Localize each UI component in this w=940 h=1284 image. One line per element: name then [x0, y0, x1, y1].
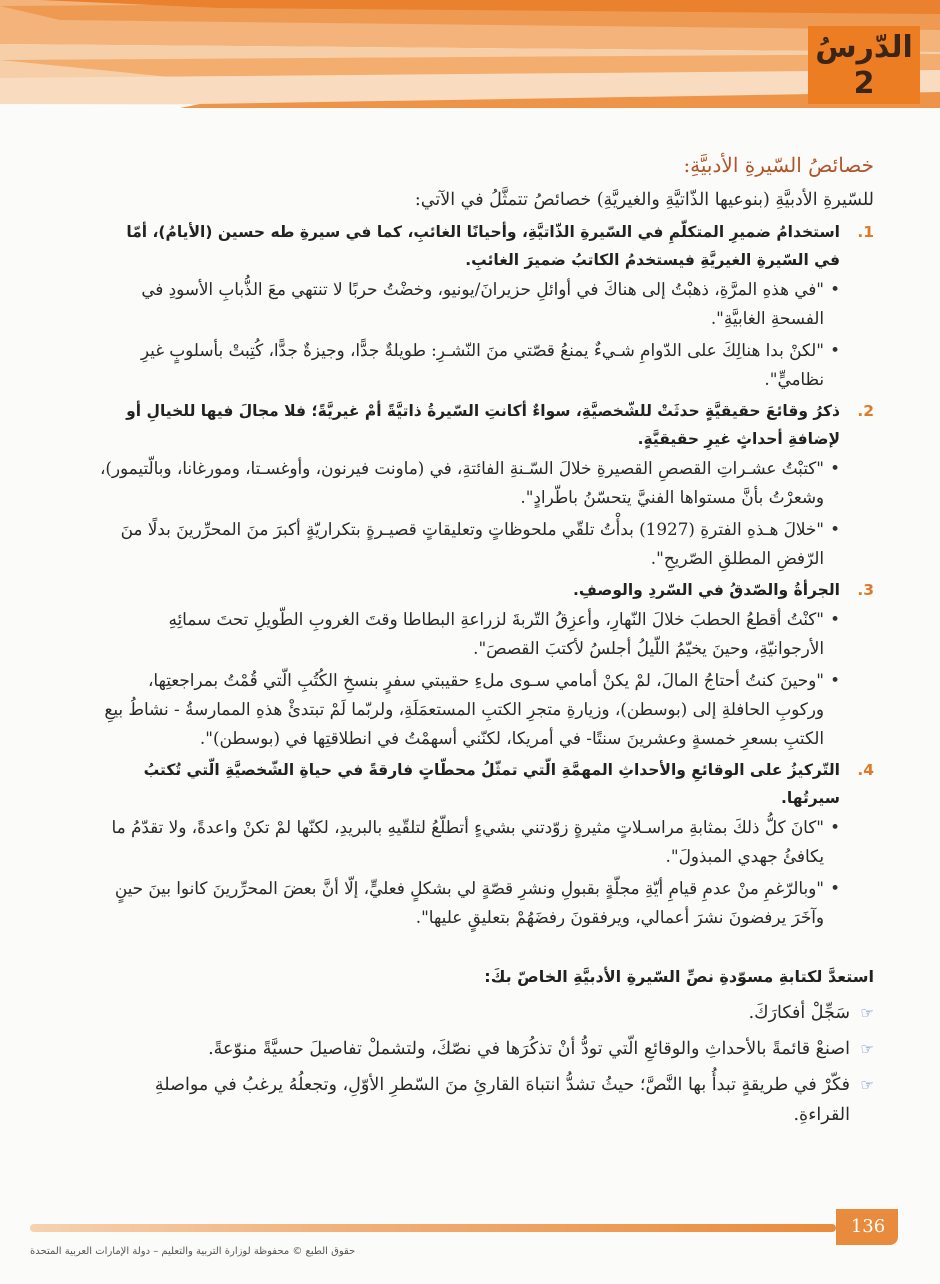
item-number: 4.	[857, 761, 874, 779]
item-heading: ذكرُ وقائعَ حقيقيَّةٍ حدثَتْ للشّخصيَّةِ، سواءٌ أكانتِ السّيرةُ ذاتيَّةً أمْ غيريَّةً؛ فلا مجالَ فيها للخيالِ أو لإضافةِ أحداثٍ غيرِ حقيقيَّةٍ.	[126, 402, 840, 448]
section-title: خصائصُ السّيرةِ الأدبيَّةِ:	[683, 153, 874, 177]
lesson-content	[96, 150, 874, 1136]
characteristic-item	[96, 397, 874, 573]
quote-list	[96, 454, 874, 573]
item-heading: استخدامُ ضميرِ المتكلّمِ في السّيرةِ الذّاتيَّةِ، وأحيانًا الغائبِ، كما في سيرةِ طه حسين (الأيامُ)، أمّا في السّيرةِ الغيريَّةِ فيستخدمُ الكاتبُ ضميرَ الغائبِ.	[126, 223, 840, 269]
step-item	[96, 1034, 874, 1064]
intro-text: للسّيرةِ الأدبيَّةِ (بنوعيها الذّاتيَّةِ والغيريَّةِ) خصائصُ تتمثَّلُ في الآتي:	[414, 190, 874, 210]
step-text: فكّرْ في طريقةٍ تبدأُ بها النَّصَّ؛ حيثُ تشدُّ انتباهَ القارئِ منَ السّطرِ الأوّلِ، وتجعلُهُ يرغبُ في مواصلةِ القراءةِ.	[154, 1075, 850, 1125]
quote-list	[96, 605, 874, 753]
quote-list	[96, 275, 874, 394]
page-number: 136	[850, 1216, 886, 1237]
step-item	[96, 1070, 874, 1130]
lesson-number: 2	[853, 66, 875, 101]
quote: • "وحينَ كنتُ أحتاجُ المالَ، لمْ يكنْ أمامي سـوى ملءِ حقيبتي سفرٍ بنسخِ الكُتُبِ الّتي قُمْتُ بمراجعتِها، وركوبِ الحافلةِ إلى (بوسطن)، وزيارةِ متجرِ الكتبِ المستعمَلَةِ، ولربّما لَمْ تبتدئْ هذهِ الممارسةُ - نشاطُ بيعِ الكتبِ بسعرِ خمسةٍ وعشرينَ سنتًا- في أمريكا، لكنّني أسهمْتُ في انطلاقتِها في (بوسطن)".	[96, 666, 840, 753]
item-heading: التّركيزُ على الوقائعِ والأحداثِ المهمَّةِ الّتي تمثّلُ محطّاتٍ فارقةً في حياةِ الشّخصيَّةِ الّتي تُكتبُ سيرتُها.	[143, 761, 840, 807]
quote: • "كتبْتُ عشـراتِ القصصِ القصيرةِ خلالَ السّـنةِ الفائتةِ، في (ماونت فيرنون، وأوغسـتا، ومورغانا، وبالّتيمور)، وشعرْتُ بأنَّ مستواها الفنيَّ يتحسّنُ باطّرادٍ".	[96, 454, 840, 512]
step-text: سَجِّلْ أفكارَكَ.	[748, 1003, 850, 1023]
copyright-footer: حقوق الطبع © محفوظة لوزارة التربية والتعليم – دولة الإمارات العربية المتحدة	[30, 1246, 356, 1257]
quote: • "لكنْ بدا هنالِكَ على الدّوامِ شـيءٌ يمنعُ قصّتي منَ النّشـرِ: طويلةٌ جدًّا، وجيزةٌ جدًّا، كُتِبتْ بأسلوبٍ غيرِ نظاميٍّ".	[96, 336, 840, 394]
item-number: 2.	[857, 402, 874, 420]
item-number: 3.	[857, 581, 874, 599]
lesson-title: الدّرسُ	[815, 30, 913, 65]
header-banner	[0, 0, 940, 110]
item-heading: الجرأةُ والصّدقُ في السّردِ والوصفِ.	[573, 581, 840, 599]
prepare-heading: استعدَّ لكتابةِ مسوّدةِ نصِّ السّيرةِ الأدبيَّةِ الخاصّ بكَ:	[484, 967, 874, 986]
characteristic-item	[96, 218, 874, 394]
quote: • "وبالرّغمِ منْ عدمِ قيامِ أيّةِ مجلّةٍ بقبولِ ونشرِ قصّةٍ لي بشكلٍ فعليٍّ، إلّا أنَّ بعضَ المحرِّرينَ كانوا بينَ حينٍ وآخَرَ يرفضونَ نشرَ أعمالي، ويرفقونَ رفضَهُمْ بتعليقٍ عليها".	[96, 874, 840, 932]
bottom-bar	[30, 1224, 836, 1232]
quote: • "في هذهِ المرَّةِ، ذهبْتُ إلى هناكَ في أوائلِ حزيرانَ/يونيو، وخضْتُ حربًا لا تنتهي معَ الذُّبابِ الأسودِ في الفسحةِ الغابيَّةِ".	[96, 275, 840, 333]
step-text: اصنعْ قائمةً بالأحداثِ والوقائعِ الّتي تودُّ أنْ تذكُرَها في نصّكَ، ولتشملْ تفاصيلَ حسيَّةً منوّعةً.	[208, 1039, 850, 1059]
writing-steps	[96, 998, 874, 1130]
step-item	[96, 998, 874, 1028]
lesson-badge	[808, 26, 920, 104]
characteristic-item	[96, 576, 874, 753]
characteristic-item	[96, 756, 874, 932]
hand-pointer-icon: ☞	[860, 1004, 874, 1022]
hand-pointer-icon: ☞	[860, 1076, 874, 1094]
item-number: 1.	[857, 223, 874, 241]
quote: • "خلالَ هـذهِ الفترةِ (1927) بدأْتُ تلقّي ملحوظاتٍ وتعليقاتٍ قصيـرةٍ بتكراريّةٍ أكبرَ منَ المحرِّرينَ بدلًا منَ الرّفضِ المطلقِ الصّريحِ".	[96, 515, 840, 573]
quote: • "كنْتُ أقطعُ الحطبَ خلالَ النّهارِ، وأعزِقُ التّربةَ لزراعةِ البطاطا وقتَ الغروبِ الطّويلِ تحتَ سمائِهِ الأرجوانيّةِ، وحينَ يخيّمُ اللّيلُ أجلسُ لأكتبَ القصصَ".	[96, 605, 840, 663]
quote-list	[96, 813, 874, 932]
hand-pointer-icon: ☞	[860, 1040, 874, 1058]
quote: • "كانَ كلُّ ذلكَ بمثابةِ مراسـلاتٍ مثيرةٍ زوّدتني بشيءٍ أتطلّعُ لتلقّيهِ بالبريدِ، لكنّها لمْ تكنْ واعدةً، ولا تقدّمُ ما يكافئُ جهدي المبذولَ".	[96, 813, 840, 871]
